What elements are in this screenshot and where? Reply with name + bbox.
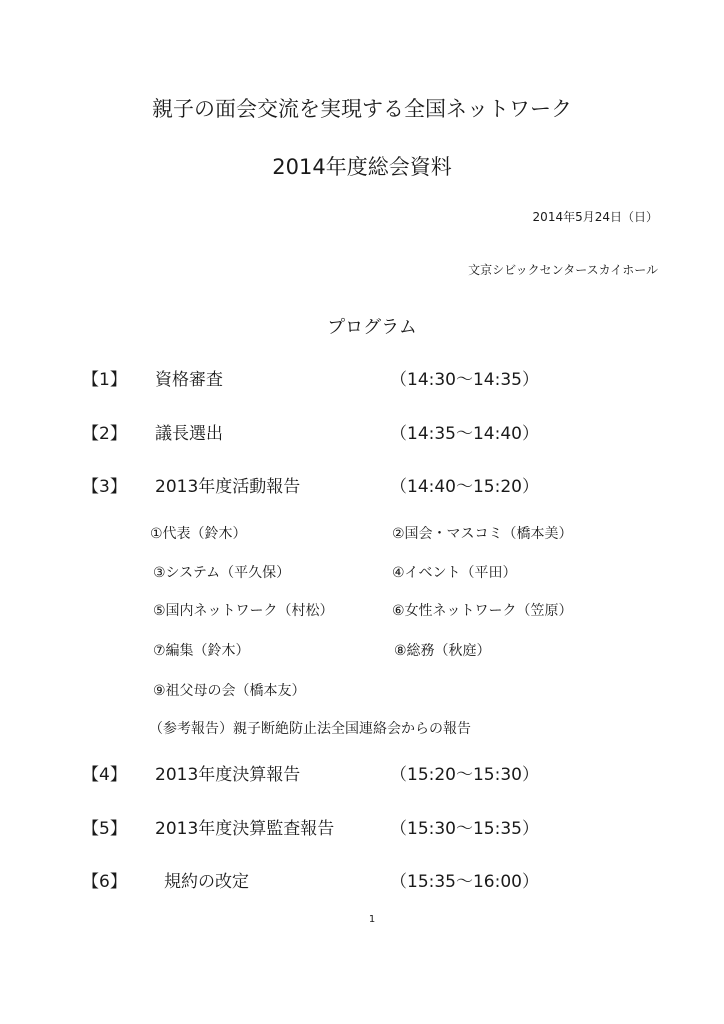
activity-report-item: ⑥女性ネットワーク（笠原） [392,603,573,619]
program-item-label: 2013年度決算監査報告 [155,819,335,839]
program-item [82,814,642,838]
program-item-number: 【5】 [82,819,127,839]
activity-report-item: ②国会・マスコミ（橋本美） [392,526,573,542]
program-item-number: 【6】 [82,872,127,892]
program-item-label: 2013年度活動報告 [155,477,301,497]
program-item-time: （15:35～16:00） [390,872,539,892]
program-item-time: （14:30～14:35） [390,370,539,390]
reference-report: （参考報告）親子断絶防止法全国連絡会からの報告 [149,721,471,737]
activity-report-item: ③システム（平久保） [153,565,291,581]
activity-report-item: ④イベント（平田） [392,565,517,581]
program-item-number: 【3】 [82,477,127,497]
program-item-time: （14:35～14:40） [390,424,539,444]
document-title: 親子の面会交流を実現する全国ネットワーク [152,97,572,121]
program-item [82,472,642,496]
meeting-venue: 文京シビックセンタースカイホール [468,263,658,277]
program-item-label: 議長選出 [155,424,223,444]
program-item-label: 2013年度決算報告 [155,765,301,785]
page-number: 1 [368,914,376,925]
meeting-date: 2014年5月24日（日） [532,210,658,224]
program-item [82,419,642,443]
program-item [82,760,642,784]
activity-report-item: ⑦編集（鈴木） [153,643,250,659]
program-item-time: （15:20～15:30） [390,765,539,785]
program-item-label: 規約の改定 [164,872,249,892]
activity-report-item: ⑨祖父母の会（橋本友） [153,683,306,699]
program-item-time: （15:30～15:35） [390,819,539,839]
program-item-time: （14:40～15:20） [390,477,539,497]
activity-report-item: ①代表（鈴木） [150,526,247,542]
document-subtitle: 2014年度総会資料 [272,155,452,179]
program-item [82,365,642,389]
activity-report-item: ⑤国内ネットワーク（村松） [153,603,334,619]
program-heading: プログラム [327,317,417,338]
program-item-label: 資格審査 [155,370,223,390]
program-item-number: 【2】 [82,424,127,444]
program-item-number: 【1】 [82,370,127,390]
activity-report-item: ⑧総務（秋庭） [394,643,491,659]
program-item [82,867,642,891]
program-item-number: 【4】 [82,765,127,785]
